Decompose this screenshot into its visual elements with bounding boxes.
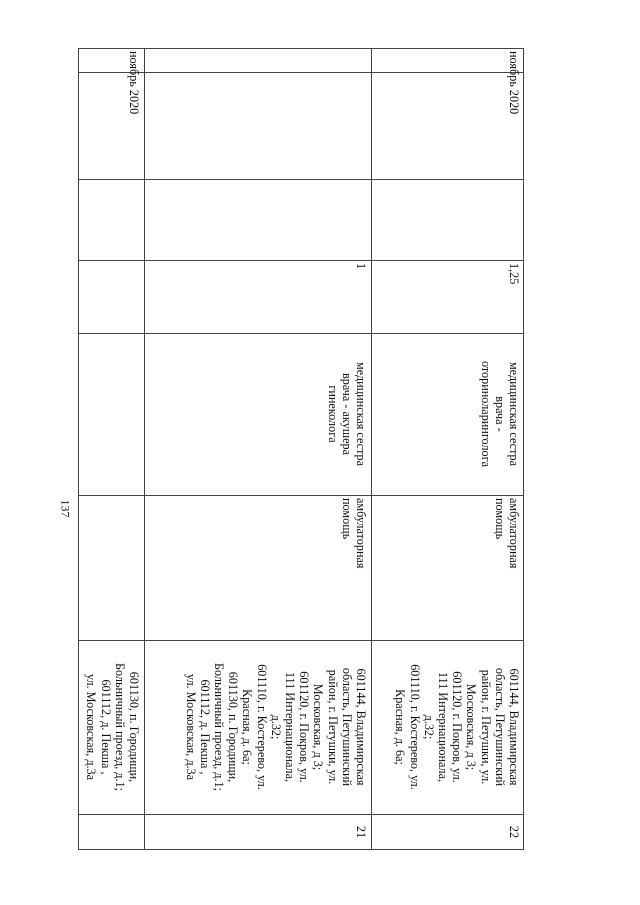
cell-text-line: Больничный проезд, д.1; (211, 662, 226, 792)
cell-text-line: Московская, д 3; (311, 683, 326, 771)
cell-text-line: медицинская сестра (354, 361, 368, 467)
empty-cell (144, 179, 371, 260)
cell-text-line: 1,25 (507, 263, 521, 285)
cell-text-line: помощь (339, 498, 354, 540)
cell-text-line: 601112, д. Пекша , (197, 679, 212, 775)
cell-text-line: д.32; (268, 714, 283, 740)
date-cell (371, 48, 524, 115)
care-type-cell (144, 495, 371, 640)
cell-text-line: Больничный проезд, д.1; (112, 662, 127, 792)
cell-text-line: 601144, Владимирская (354, 668, 368, 786)
cell-text-line: район, г. Петушки, ул. (478, 669, 493, 785)
cell-text-line: 601120, г. Покров, ул. (450, 671, 465, 783)
cell-text-line: 601110, г. Костерево, ул. (407, 664, 422, 790)
cell-text-line: 22 (507, 825, 521, 839)
cell-text-line: 601130, п. Городищи, (127, 671, 141, 783)
cell-text-line: 601120, г. Покров, ул. (297, 671, 312, 783)
cell-text-line: Красная, д. 6а; (393, 689, 408, 765)
cell-text-line: 21 (354, 825, 368, 839)
number-cell (371, 814, 524, 850)
cell-text-line: область, Петушинский (492, 667, 507, 787)
rate-cell (78, 260, 144, 333)
cell-text-line: Красная, д. 6а; (240, 689, 255, 765)
cell-text-line: амбулаторная (507, 498, 521, 569)
care-type-cell (78, 495, 144, 640)
cell-text-line: амбулаторная (354, 498, 368, 569)
rate-cell (144, 260, 371, 333)
cell-text-line: ул. Московская, д.3а (183, 673, 198, 781)
cell-text-line: врача - (492, 396, 507, 432)
position-cell (144, 333, 371, 495)
page-number-text: 137 (58, 499, 73, 517)
cell-text-line: ноябрь 2020 (127, 51, 141, 115)
cell-text-line: ноябрь 2020 (507, 51, 521, 115)
cell-text-line: 601144, Владимирская (507, 668, 521, 786)
address-cell (144, 640, 371, 814)
empty-cell (371, 179, 524, 260)
cell-text-line: врача - акушера (339, 372, 354, 455)
cell-text-line: гинеколога (325, 385, 340, 443)
cell-text-line: медицинская сестра (507, 361, 521, 467)
empty-cell (371, 72, 524, 179)
date-cell (78, 48, 144, 115)
date-cell (144, 48, 371, 72)
care-type-cell (371, 495, 524, 640)
cell-text-line: 1 (354, 263, 368, 270)
cell-text-line: 601110, г. Костерево, ул. (254, 664, 269, 790)
cell-text-line: 601112, д. Пекша , (98, 679, 113, 775)
page-number (58, 488, 72, 528)
cell-text-line: область, Петушинский (339, 667, 354, 787)
rate-cell (371, 260, 524, 333)
cell-text-line: помощь (492, 498, 507, 540)
position-cell (78, 333, 144, 495)
cell-text-line: район, г. Петушки, ул. (325, 669, 340, 785)
cell-text-line: 111 Интернационала, (282, 671, 297, 783)
number-cell (144, 814, 371, 850)
number-cell (78, 814, 144, 850)
empty-cell (144, 72, 371, 179)
cell-text-line: Московская, д 3; (464, 683, 479, 771)
cell-text-line: 111 Интернационала, (435, 671, 450, 783)
cell-text-line: д.32; (421, 714, 436, 740)
empty-cell (78, 179, 144, 260)
cell-text-line: ул. Московская, д.3а (84, 673, 99, 781)
address-cell (78, 640, 144, 814)
position-cell (371, 333, 524, 495)
cell-text-line: оториноларинголога (478, 360, 493, 468)
address-cell (371, 640, 524, 814)
cell-text-line: 601130, п. Городищи, (226, 671, 241, 783)
